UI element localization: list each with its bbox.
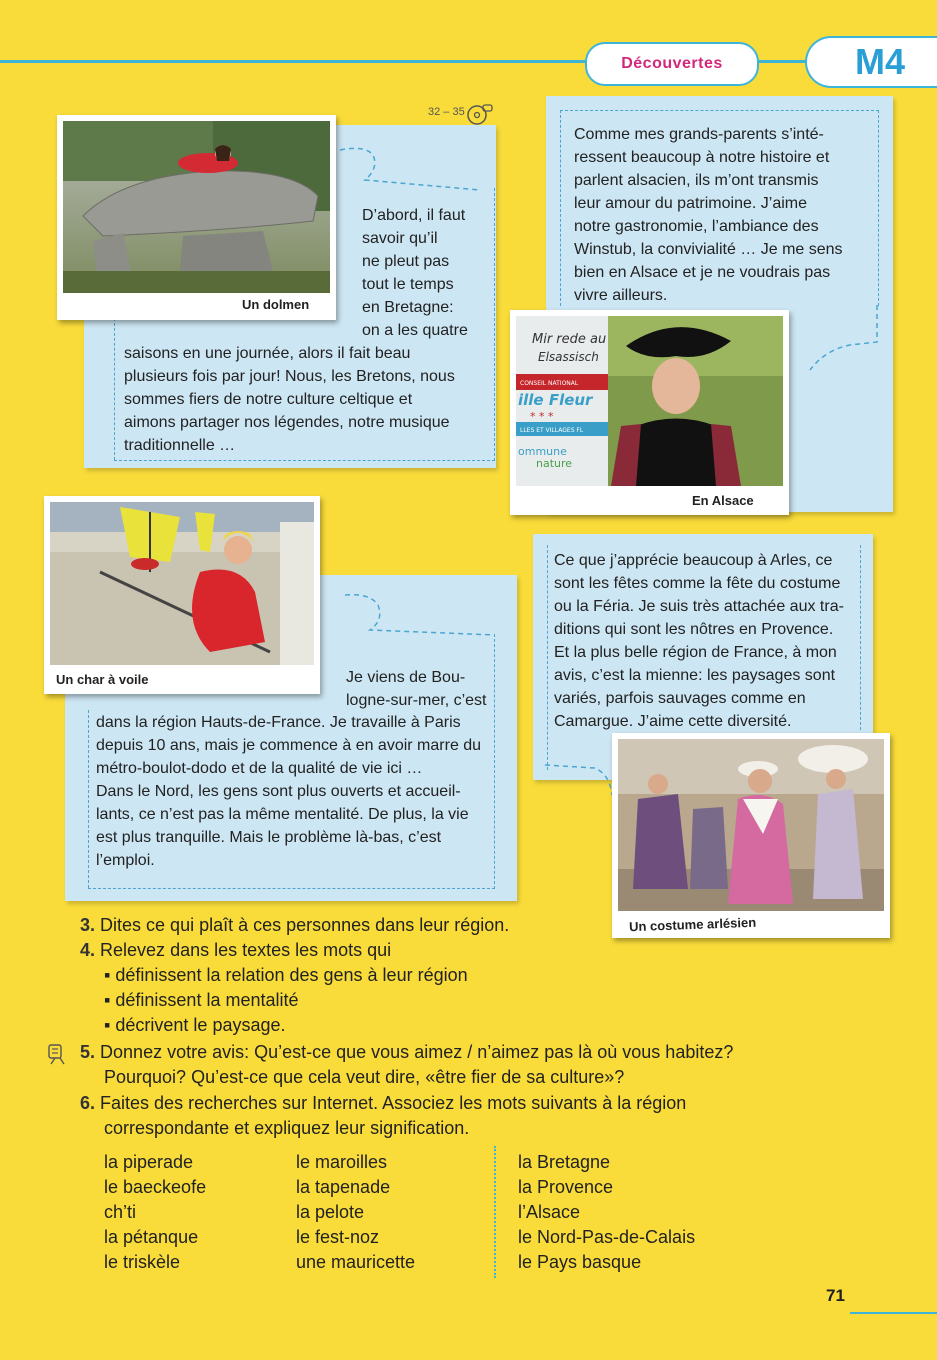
region-item: la Bretagne bbox=[518, 1152, 611, 1172]
word-item: ch’ti bbox=[104, 1202, 137, 1222]
nord-text-wide: dans la région Hauts-de-France. Je travaille à Paris depuis 10 ans, mais je commence à en avoir marre du métro-boulot-dodo et de la qualité de vie ici … Dans le Nord, les gens sont plus ouverts et accueil- lants, ce n’est pas la même mentalité. De plus, la vie est plus tranquille. Mais le problème là-bas, c’est l’emploi. bbox=[96, 714, 482, 869]
regions-column bbox=[518, 1150, 695, 1275]
region-item: le Nord-Pas-de-Calais bbox=[518, 1227, 696, 1247]
region-item: l’Alsace bbox=[518, 1202, 581, 1222]
exercise-4: 4. Relevez dans les textes les mots qui bbox=[80, 940, 392, 960]
exercise-6: 6. Faites des recherches sur Internet. Associez les mots suivants à la région bbox=[80, 1093, 687, 1113]
words-column-2 bbox=[296, 1150, 415, 1275]
exercise-4-bullet-2: ▪ définissent la mentalité bbox=[104, 990, 299, 1010]
module-badge: M4 bbox=[805, 36, 937, 88]
column-divider bbox=[494, 1146, 496, 1278]
sandyacht-photo bbox=[44, 496, 320, 694]
dolmen-image bbox=[63, 121, 330, 293]
svg-text:ille Fleur: ille Fleur bbox=[518, 391, 593, 409]
region-item: le Pays basque bbox=[518, 1252, 642, 1272]
exercise-5: 5. Donnez votre avis: Qu’est-ce que vous aimez / n’aimez pas là où vous habitez? bbox=[80, 1042, 734, 1062]
arles-photo bbox=[612, 733, 890, 938]
bretagne-text-narrow: D’abord, il faut savoir qu’il ne pleut pas tout le temps en Bretagne: on a les quatre bbox=[362, 207, 468, 339]
exercise-5-line2: Pourquoi? Qu’est-ce que cela veut dire, «être fier de sa culture»? bbox=[104, 1067, 625, 1087]
svg-text:* * *: * * * bbox=[530, 410, 554, 423]
footer-rule bbox=[850, 1312, 937, 1314]
exercise-3: 3. Dites ce qui plaît à ces personnes dans leur région. bbox=[80, 915, 510, 935]
region-item: la Provence bbox=[518, 1177, 614, 1197]
word-item: le maroilles bbox=[296, 1152, 388, 1172]
exercise-4-bullet-1: ▪ définissent la relation des gens à leur région bbox=[104, 965, 468, 985]
word-item: le baeckeofe bbox=[104, 1177, 207, 1197]
sandyacht-image bbox=[50, 502, 314, 665]
svg-text:LLES ET VILLAGES FL: LLES ET VILLAGES FL bbox=[520, 427, 584, 434]
sandyacht-caption: Un char à voile bbox=[56, 672, 149, 687]
alsace-photo bbox=[510, 310, 789, 515]
arles-image bbox=[618, 739, 884, 911]
word-item: la piperade bbox=[104, 1152, 194, 1172]
header-rule bbox=[0, 60, 937, 63]
exercise-4-bullet-3: ▪ décrivent le paysage. bbox=[104, 1015, 286, 1035]
word-item: une mauricette bbox=[296, 1252, 416, 1272]
alsace-caption: En Alsace bbox=[692, 493, 754, 508]
svg-text:ommune: ommune bbox=[518, 445, 567, 458]
svg-text:nature: nature bbox=[536, 457, 573, 470]
alsace-image bbox=[516, 316, 783, 486]
bretagne-text-wide: saisons en une journée, alors il fait beau plusieurs fois par jour! Nous, les Bretons, nous sommes fiers de notre culture celtique et aimons partager nos légendes, notre musique traditionnelle … bbox=[124, 345, 455, 454]
provence-text: Ce que j’apprécie beaucoup à Arles, ce sont les fêtes comme la fête du costume ou la Féria. Je suis très attachée aux tra- ditions qui sont les nôtres en Provence. Et la plus belle région de France, à mon avis, c’est la mienne: les paysages sont variés, parfois sauvages comme en Camargue. J’aime cette diversité. bbox=[554, 552, 844, 730]
cd-audio-icon bbox=[466, 102, 494, 126]
word-item: la pétanque bbox=[104, 1227, 199, 1247]
pair-work-icon bbox=[46, 1043, 68, 1067]
word-item: la pelote bbox=[296, 1202, 365, 1222]
page-number: 71 bbox=[826, 1286, 845, 1305]
word-item: le fest-noz bbox=[296, 1227, 380, 1247]
section-label: Découvertes bbox=[585, 42, 759, 86]
svg-text:CONSEIL NATIONAL: CONSEIL NATIONAL bbox=[520, 380, 579, 387]
exercise-6-line2: correspondante et expliquez leur signification. bbox=[104, 1118, 470, 1138]
alsace-text: Comme mes grands-parents s’inté- ressent beaucoup à notre histoire et parlent alsacien, ils m’ont transmis leur amour du patrimoine. J’aime notre gastronomie, l’ambiance des Winstub, la convivialité … Je me sens bien en Alsace et je ne voudrais pas vivre ailleurs. bbox=[574, 126, 843, 304]
words-column-1 bbox=[104, 1150, 206, 1275]
dolmen-caption: Un dolmen bbox=[242, 297, 310, 312]
dolmen-photo bbox=[57, 115, 336, 320]
svg-text:Elsassisch: Elsassisch bbox=[538, 350, 599, 364]
audio-track-label: 32 – 35 bbox=[428, 106, 465, 118]
word-item: le triskèle bbox=[104, 1252, 181, 1272]
word-item: la tapenade bbox=[296, 1177, 391, 1197]
sign-text: Mir rede au bbox=[532, 332, 607, 347]
arles-caption: Un costume arlésien bbox=[628, 914, 757, 935]
nord-text-narrow: Je viens de Bou- logne-sur-mer, c’est bbox=[346, 669, 487, 709]
